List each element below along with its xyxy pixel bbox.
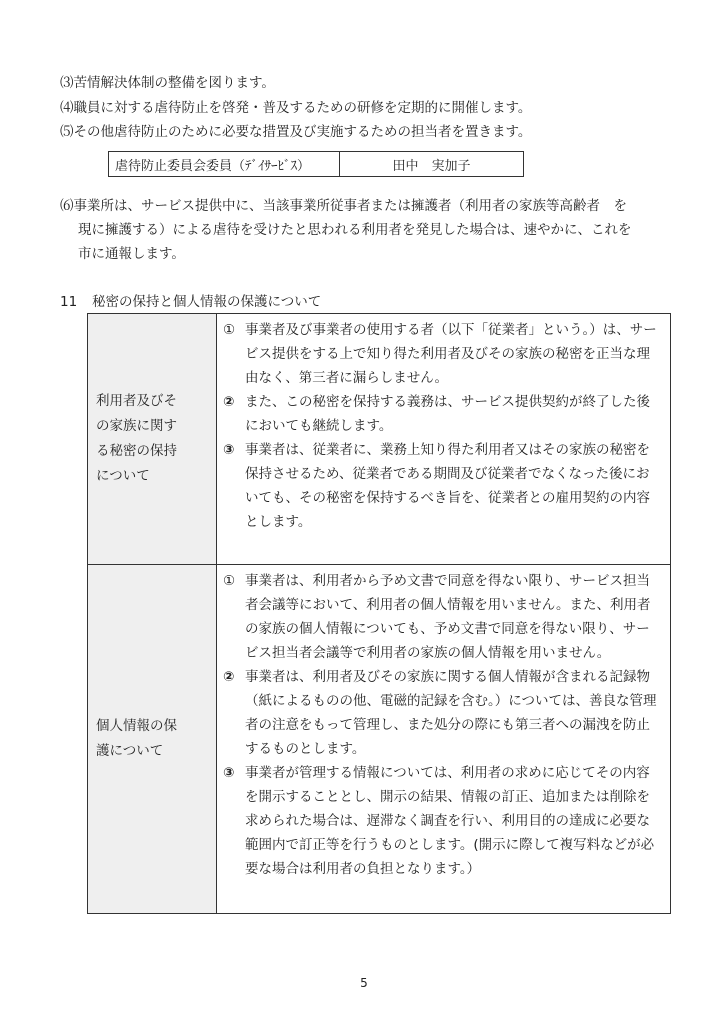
item-line: の家族の個人情報についても、予め文書で同意を得ない限り、サー — [245, 621, 650, 637]
item-line: 由なく、第三者に漏らしません。 — [245, 370, 449, 386]
list-item — [223, 438, 662, 534]
intro-item-5: ⑸その他虐待防止のために必要な措置及び実施するための担当者を置きます。 — [60, 124, 532, 140]
label-line: 護について — [96, 743, 164, 759]
item-line: 事業者は、従業者に、業務上知り得た利用者又はその家族の秘密を — [245, 442, 650, 458]
table-row — [88, 314, 671, 565]
item-number: ② — [223, 394, 235, 410]
item-line: 事業者は、利用者から予め文書で同意を得ない限り、サービス担当 — [245, 573, 650, 589]
item-line: 範囲内で訂正等を行うものとします。(開示に際して複写料などが必 — [245, 837, 655, 853]
item-6-line: 現に擁護する）による虐待を受けたと思われる利用者を発見した場合は、速やかに、これを — [78, 222, 632, 238]
item-number: ① — [223, 573, 236, 589]
section-title-text: 秘密の保持と個人情報の保護について — [92, 294, 322, 310]
committee-role: 虐待防止委員会委員（ﾃﾞｲｻｰﾋﾞｽ） — [109, 152, 340, 177]
item-line: また、この秘密を保持する義務は、サービス提供契約が終了した後 — [245, 394, 650, 410]
item-number: ① — [223, 322, 236, 338]
intro-item-4: ⑷職員に対する虐待防止を啓発・普及するための研修を定期的に開催します。 — [60, 100, 532, 116]
label-line: について — [96, 468, 150, 484]
section-title — [60, 292, 321, 312]
privacy-table — [87, 313, 671, 914]
section-number: 11 — [60, 294, 78, 310]
item-line: を開示することとし、開示の結果、情報の訂正、追加または削除を — [245, 789, 650, 805]
list-item — [223, 761, 662, 881]
item-6-paragraph — [60, 194, 672, 266]
item-line: するものとします。 — [245, 741, 366, 757]
item-line: 者会議等において、利用者の個人情報を用いません。また、利用者 — [245, 597, 651, 613]
page-number: 5 — [360, 976, 368, 990]
committee-member-name: 田中 実加子 — [340, 152, 524, 177]
item-6-line: 市に通報します。 — [78, 246, 185, 262]
item-line: 事業者は、利用者及びその家族に関する個人情報が含まれる記録物 — [245, 669, 650, 685]
row-label-confidentiality — [88, 314, 217, 565]
item-line: 事業者及び事業者の使用する者（以下「従業者」という。）は、サー — [245, 322, 657, 338]
label-line: 利用者及びそ — [96, 393, 177, 409]
item-line: においても継続します。 — [245, 418, 393, 434]
item-line: いても、その秘密を保持するべき旨を、従業者との雇用契約の内容 — [245, 490, 650, 506]
table-row — [88, 565, 671, 914]
item-line: 求められた場合は、遅滞なく調査を行い、利用目的の達成に必要な — [245, 813, 650, 829]
intro-item-3: ⑶苦情解決体制の整備を図ります。 — [60, 75, 275, 91]
list-item — [223, 569, 662, 665]
item-line: ビス提供をする上で知り得た利用者及びその家族の秘密を正当な理 — [245, 346, 650, 362]
list-item — [223, 390, 662, 438]
item-line: 保持させるため、従業者である期間及び従業者でなくなった後にお — [245, 466, 650, 482]
row-label-personal-info — [88, 565, 217, 914]
committee-table — [108, 151, 524, 177]
label-line: 個人情報の保 — [96, 718, 177, 734]
item-line: とします。 — [245, 514, 312, 530]
label-line: る秘密の保持 — [96, 443, 177, 459]
label-line: の家族に関す — [96, 418, 177, 434]
item-line: （紙によるものの他、電磁的記録を含む。）については、善良な管理 — [245, 693, 657, 709]
list-item — [223, 318, 662, 390]
row-body-personal-info — [217, 565, 671, 914]
item-number: ② — [223, 669, 235, 685]
row-body-confidentiality — [217, 314, 671, 565]
item-number: ③ — [223, 442, 235, 458]
item-number: ③ — [223, 765, 235, 781]
item-line: ビス担当者会議等で利用者の家族の個人情報を用いません。 — [245, 645, 611, 661]
item-line: 者の注意をもって管理し、また処分の際にも第三者への漏洩を防止 — [245, 717, 650, 733]
item-line: 事業者が管理する情報については、利用者の求めに応じてその内容 — [245, 765, 650, 781]
item-6-line: ⑹事業所は、サービス提供中に、当該事業所従事者または擁護者（利用者の家族等高齢者 を — [60, 198, 627, 214]
list-item — [223, 665, 662, 761]
item-line: 要な場合は利用者の負担となります。） — [245, 861, 481, 877]
